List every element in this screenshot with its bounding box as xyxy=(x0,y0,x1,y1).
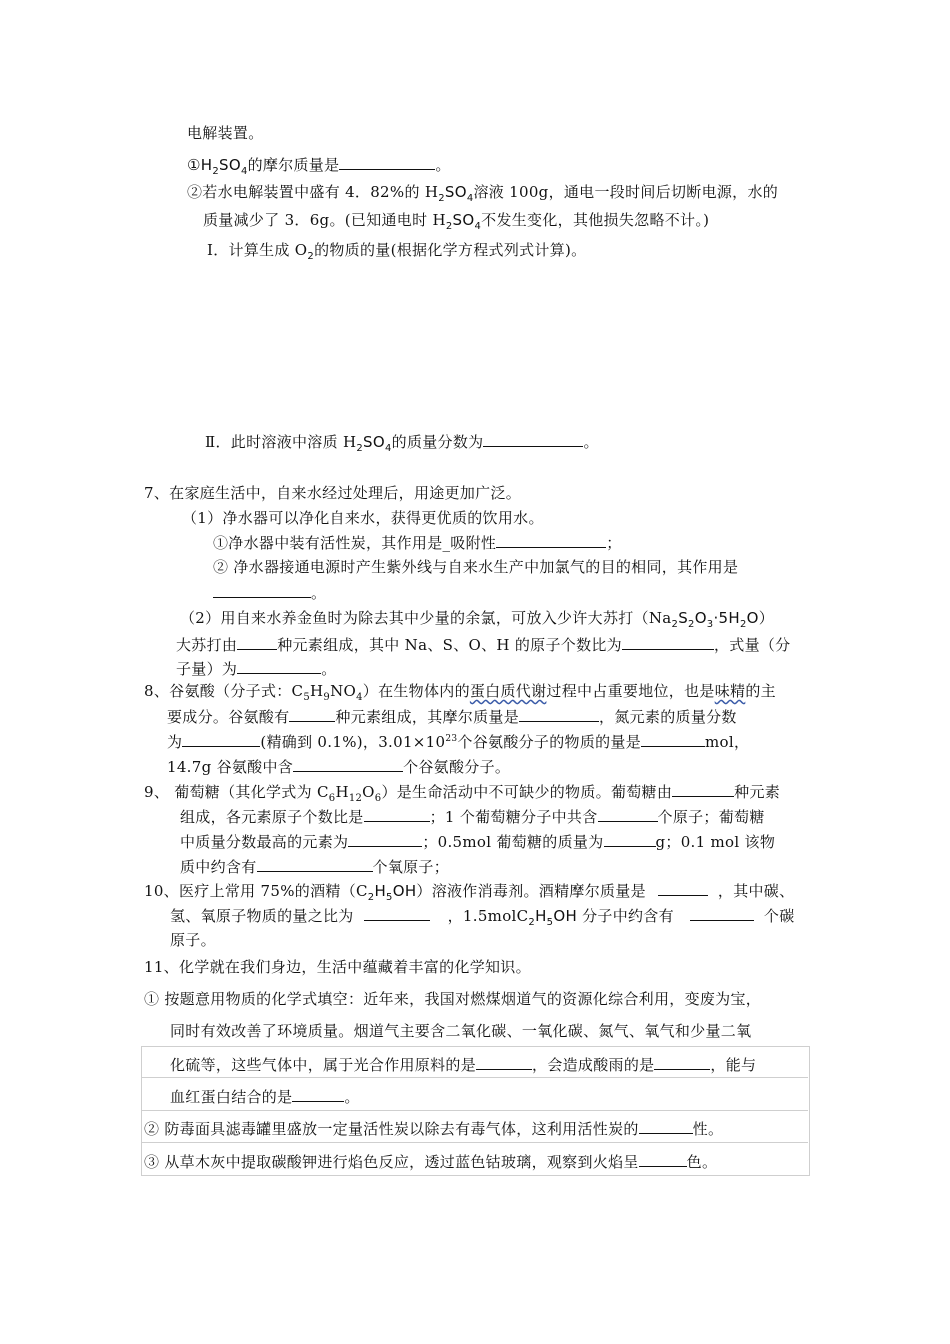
text-line: ② 防毒面具滤毒罐里盛放一定量活性炭以除去有毒气体，这利用活性炭的 性。 xyxy=(144,1120,724,1138)
answer-blank[interactable] xyxy=(476,1054,532,1070)
answer-blank[interactable] xyxy=(519,706,599,722)
text-line: $①H_2SO_4$的摩尔质量是 。 xyxy=(187,156,451,177)
text-line: 大苏打由 种元素组成，其中 Na、S、O、H 的原子个数比为 ，式量（分 xyxy=(176,636,791,654)
text-line: 组成，各元素原子个数比是 ；1 个葡萄糖分子中共含 个原子；葡萄糖 xyxy=(180,808,765,826)
answer-blank[interactable] xyxy=(639,1118,693,1134)
answer-blank[interactable] xyxy=(604,831,656,847)
text-line: ③ 从草木灰中提取碳酸钾进行焰色反应，透过蓝色钴玻璃，观察到火焰呈 色。 xyxy=(144,1153,718,1171)
question-10: 10、医疗上常用 75%的酒精$(C_2H_5OH)$溶液作消毒剂。酒精摩尔质量是 ，其中碳、 xyxy=(144,882,795,903)
text-line: ①净水器中装有活性炭，其作用是_吸附性 ； xyxy=(213,534,622,552)
text-line: 子量）为 。 xyxy=(176,660,337,678)
answer-blank[interactable] xyxy=(257,856,373,872)
answer-blank[interactable] xyxy=(237,658,321,674)
answer-blank[interactable] xyxy=(639,1151,687,1167)
answer-blank[interactable] xyxy=(641,731,705,747)
text-line: 中质量分数最高的元素为 ；0.5mol 葡萄糖的质量为 g；0.1 mol 该物 xyxy=(180,833,776,851)
text-line: （1）净水器可以净化自来水，获得更优质的饮用水。 xyxy=(182,509,544,527)
answer-blank[interactable] xyxy=(658,880,708,896)
question-8: 8、谷氨酸（分子式：$C_5H_9NO_4$）在生物体内的蛋白质代谢过程中占重要地位，也是味精的主 xyxy=(144,682,776,703)
text-line: Ⅱ．此时溶液中溶质 $H_2SO_4$的质量分数为 。 xyxy=(205,433,599,454)
answer-blank[interactable] xyxy=(483,431,583,447)
text-line: 14.7g 谷氨酸中含 个谷氨酸分子。 xyxy=(167,758,511,776)
text-line: 原子。 xyxy=(170,931,216,949)
answer-blank[interactable] xyxy=(598,806,658,822)
text-line: 为 (精确到 0.1%)，$3.01\times 10^{23}$个谷氨酸分子的物质的量是 mol， xyxy=(167,733,750,751)
text-line: ② 净水器接通电源时产生紫外线与自来水生产中加氯气的目的相同，其作用是 xyxy=(213,558,739,576)
answer-blank[interactable] xyxy=(339,154,435,170)
answer-blank[interactable] xyxy=(364,905,430,921)
answer-blank[interactable] xyxy=(672,781,734,797)
answer-blank[interactable] xyxy=(496,532,606,548)
answer-blank[interactable] xyxy=(654,1054,710,1070)
answer-blank[interactable] xyxy=(293,756,403,772)
text-line: ②若水电解装置中盛有 4．82%的 $H_2SO_4$溶液 100g，通电一段时间后切断电源，水的 xyxy=(187,183,779,204)
text-line: 电解装置。 xyxy=(187,124,264,142)
link-msg[interactable]: 味精 xyxy=(714,682,746,700)
text-line: Ⅰ．计算生成 $O_2$的物质的量(根据化学方程式列式计算)。 xyxy=(207,241,587,262)
table-divider xyxy=(141,1142,808,1143)
question-11: 11、化学就在我们身边，生活中蕴藏着丰富的化学知识。 xyxy=(144,958,531,976)
answer-blank[interactable] xyxy=(348,831,422,847)
answer-blank[interactable] xyxy=(292,1086,344,1102)
text-line: 氢、氧原子物质的量之比为 ，$1.5molC_2H_5OH$ 分子中约含有 个碳 xyxy=(170,907,795,928)
answer-blank[interactable] xyxy=(289,706,335,722)
link-protein-metabolism[interactable]: 蛋白质代谢 xyxy=(469,682,547,700)
answer-blank[interactable] xyxy=(364,806,430,822)
answer-blank[interactable] xyxy=(237,634,277,650)
question-7: 7、在家庭生活中，自来水经过处理后，用途更加广泛。 xyxy=(144,484,522,502)
question-9: 9、 葡萄糖（其化学式为 $C_6H_{12}O_6$）是生命活动中不可缺少的物质。葡萄糖由 种元素 xyxy=(144,783,781,804)
text-line: 质中约含有 个氧原子； xyxy=(180,858,450,876)
text-line: （2）用自来水养金鱼时为除去其中少量的余氯，可放入少许大苏打$(Na_2S_2O_3\cdot 5H_2O)$ xyxy=(180,609,775,630)
text-line: 要成分。谷氨酸有 种元素组成，其摩尔质量是 ，氮元素的质量分数 xyxy=(167,708,737,726)
table-divider xyxy=(141,1110,808,1111)
answer-blank[interactable] xyxy=(182,731,260,747)
text-line: 化硫等，这些气体中，属于光合作用原料的是 ，会造成酸雨的是 ，能与 xyxy=(170,1056,757,1074)
answer-blank[interactable] xyxy=(622,634,714,650)
text-line: 血红蛋白结合的是 。 xyxy=(170,1088,360,1106)
answer-blank[interactable] xyxy=(690,905,754,921)
text-line: ① 按题意用物质的化学式填空：近年来，我国对燃煤烟道气的资源化综合利用，变废为宝， xyxy=(144,990,762,1008)
text-line: 同时有效改善了环境质量。烟道气主要含二氧化碳、一氧化碳、氮气、氧气和少量二氧 xyxy=(170,1022,752,1040)
text-line: 。 xyxy=(213,582,326,603)
answer-blank[interactable] xyxy=(213,582,311,598)
text-line: 质量减少了 3．6g。(已知通电时 $H_2SO_4$不发生变化，其他损失忽略不计。) xyxy=(203,211,710,232)
